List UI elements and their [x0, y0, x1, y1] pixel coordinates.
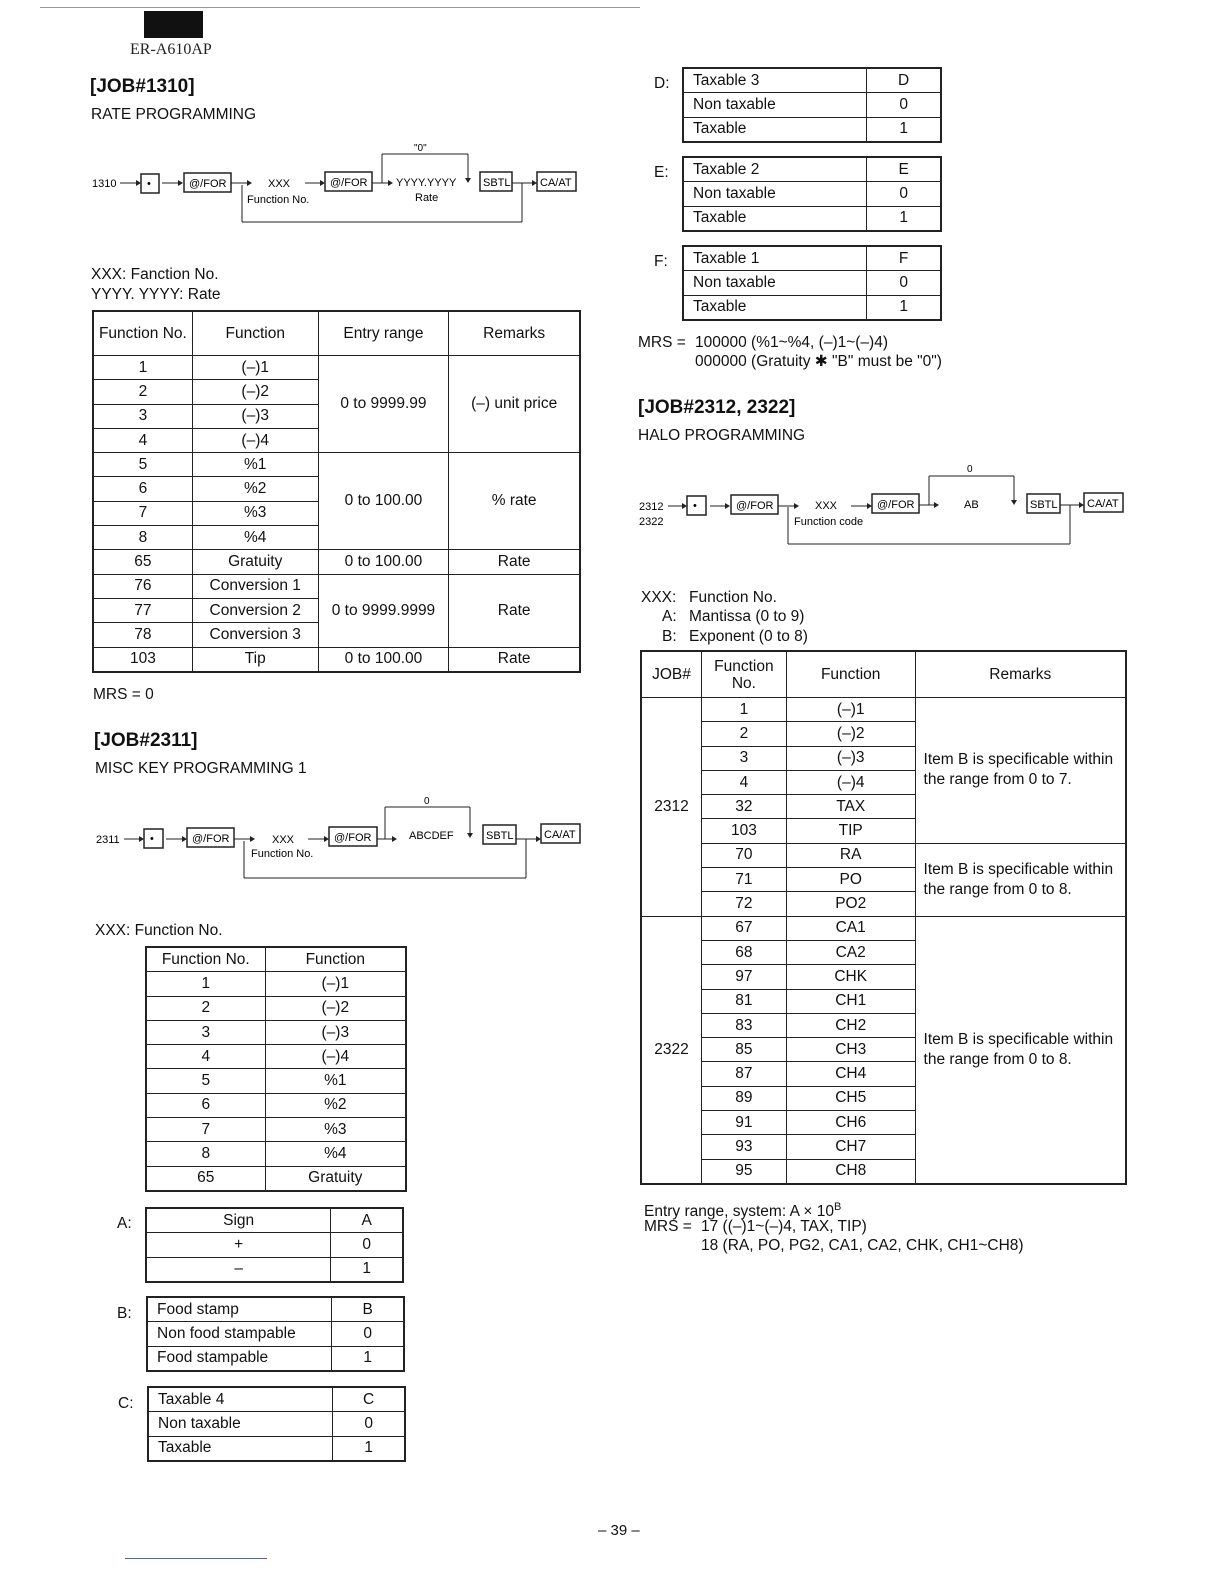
option-name: Taxable — [684, 117, 867, 141]
fn: Conversion 2 — [192, 598, 318, 622]
job2312-legend-k1: A: — [662, 608, 677, 625]
job2312-mrs-line2: 18 (RA, PO, PG2, CA1, CA2, CHK, CH1~CH8) — [701, 1237, 1024, 1254]
fn-no: 3 — [94, 404, 193, 428]
option-name: Non taxable — [684, 182, 867, 206]
fn: %1 — [192, 453, 318, 477]
fn-no: 65 — [147, 1166, 266, 1190]
fn: (–)1 — [786, 698, 915, 722]
fn: TAX — [786, 795, 915, 819]
flow-key1: @/FOR — [192, 833, 230, 845]
fn: (–)3 — [786, 746, 915, 770]
job2312-legend-k2: B: — [662, 628, 677, 645]
fn-no: 72 — [701, 892, 786, 916]
job-number: 2312 — [642, 698, 702, 917]
job1310-legend-rate: YYYY. YYYY: Rate — [91, 286, 221, 303]
option-name: Taxable 1 — [684, 247, 867, 271]
fn: (–)1 — [192, 356, 318, 380]
fn: %1 — [265, 1069, 405, 1093]
fn: (–)4 — [786, 770, 915, 794]
job2311-subtitle: MISC KEY PROGRAMMING 1 — [95, 760, 307, 777]
option-name: Taxable 2 — [684, 158, 867, 182]
fn-no: 2 — [147, 996, 266, 1020]
flow-code2: 2322 — [639, 516, 664, 528]
flow-xxx: XXX — [815, 500, 838, 512]
option-f-table — [683, 246, 941, 320]
option-value: B — [332, 1298, 404, 1322]
option-name: Sign — [147, 1209, 331, 1233]
fn-no: 8 — [147, 1142, 266, 1166]
remark: % rate — [449, 453, 580, 550]
flow-caat: CA/AT — [544, 829, 576, 841]
fn: TIP — [786, 819, 915, 843]
entry-range: 0 to 100.00 — [318, 550, 449, 574]
option-value: F — [867, 247, 941, 271]
option-name: Taxable 3 — [684, 69, 867, 93]
flow-value: AB — [964, 499, 979, 511]
option-value: 0 — [331, 1233, 403, 1257]
option-value: 1 — [331, 1257, 403, 1281]
fn-no: 32 — [701, 795, 786, 819]
flow-fn-label: Function code — [794, 516, 864, 528]
fn: %2 — [265, 1093, 405, 1117]
option-d-table — [683, 68, 941, 142]
flow-fn-label: Function No. — [247, 194, 310, 206]
job2311-legend: XXX: Function No. — [95, 922, 223, 939]
flow-value: ABCDEF — [409, 830, 454, 842]
option-value: 0 — [332, 1322, 404, 1346]
fn-no: 3 — [701, 746, 786, 770]
job2312-table — [641, 651, 1126, 1184]
header-function-no: Function No. — [94, 312, 193, 356]
entry-range: 0 to 100.00 — [318, 453, 449, 550]
fn-no: 103 — [701, 819, 786, 843]
option-value: C — [333, 1388, 405, 1412]
option-name: Taxable — [684, 295, 867, 319]
job2312-flow-diagram — [638, 460, 1138, 550]
fn: (–)4 — [192, 428, 318, 452]
fn: CHK — [786, 965, 915, 989]
fn: CH6 — [786, 1111, 915, 1135]
fn-no: 91 — [701, 1111, 786, 1135]
fn-no: 77 — [94, 598, 193, 622]
job2311-flow-diagram — [94, 793, 594, 883]
entry-range: 0 to 9999.9999 — [318, 574, 449, 647]
remark: Item B is specificable within the range from 0 to 8. — [915, 916, 1125, 1183]
fn-no: 89 — [701, 1086, 786, 1110]
job-number: 2322 — [642, 916, 702, 1183]
option-name: Taxable — [684, 206, 867, 230]
fn: Conversion 1 — [192, 574, 318, 598]
header-entry-range: Entry range — [318, 312, 449, 356]
option-value: D — [867, 69, 941, 93]
fn: (–)4 — [265, 1045, 405, 1069]
fn: (–)2 — [265, 996, 405, 1020]
remark: Item B is specificable within the range from 0 to 7. — [915, 698, 1125, 844]
fn: (–)2 — [786, 722, 915, 746]
fn: CH1 — [786, 989, 915, 1013]
option-value: 1 — [867, 206, 941, 230]
option-value: 0 — [333, 1412, 405, 1436]
job2311-mrs-line1: 100000 (%1~%4, (–)1~(–)4) — [695, 334, 889, 351]
fn-no: 97 — [701, 965, 786, 989]
job1310-title: [JOB#1310] — [90, 76, 195, 97]
header-job: JOB# — [642, 652, 702, 698]
fn-no: 95 — [701, 1159, 786, 1183]
fn: %3 — [265, 1118, 405, 1142]
page-number: – 39 – — [598, 1522, 640, 1539]
fn: %4 — [265, 1142, 405, 1166]
entry-range-exponent: B — [833, 1201, 842, 1213]
option-name: Non taxable — [684, 271, 867, 295]
fn-no: 87 — [701, 1062, 786, 1086]
fn-no: 76 — [94, 574, 193, 598]
job2312-legend-v2: Exponent (0 to 8) — [689, 628, 808, 645]
option-value: 1 — [333, 1436, 405, 1460]
flow-caat: CA/AT — [1087, 498, 1119, 510]
option-name: Taxable 4 — [149, 1388, 333, 1412]
flow-rate-label: Rate — [415, 192, 439, 204]
fn: CA1 — [786, 916, 915, 940]
fn-no: 65 — [94, 550, 193, 574]
fn: PO — [786, 868, 915, 892]
fn: Tip — [192, 647, 318, 671]
flow-key2: @/FOR — [334, 832, 372, 844]
fn-no: 7 — [94, 501, 193, 525]
fn-no: 70 — [701, 843, 786, 867]
option-value: E — [867, 158, 941, 182]
fn: CH7 — [786, 1135, 915, 1159]
bottom-rule — [125, 1558, 267, 1559]
option-e-label: E: — [654, 164, 669, 181]
fn-no: 7 — [147, 1118, 266, 1142]
header-function: Function — [786, 652, 915, 698]
entry-range-text: Entry range, system: A × 10 — [644, 1203, 834, 1221]
fn: (–)1 — [265, 972, 405, 996]
header-function-no: Function No. — [147, 948, 266, 972]
option-a-label: A: — [117, 1215, 132, 1232]
option-b-table — [147, 1297, 404, 1371]
option-value: 1 — [867, 295, 941, 319]
flow-dot: • — [147, 178, 151, 190]
fn: Gratuity — [192, 550, 318, 574]
header-remarks: Remarks — [449, 312, 580, 356]
flow-code: 2311 — [96, 834, 120, 846]
flow-key1: @/FOR — [189, 178, 227, 190]
fn: %4 — [192, 526, 318, 550]
fn-no: 103 — [94, 647, 193, 671]
flow-dot: • — [693, 500, 697, 512]
fn-no: 78 — [94, 623, 193, 647]
job2312-legend-k0: XXX: — [641, 589, 677, 606]
flow-sbtl: SBTL — [483, 177, 511, 189]
fn: Gratuity — [265, 1166, 405, 1190]
option-e-table — [683, 157, 941, 231]
flow-zero: "0" — [414, 143, 427, 154]
fn-no: 85 — [701, 1038, 786, 1062]
job2312-mrs-label: MRS = — [644, 1218, 692, 1235]
fn: (–)3 — [192, 404, 318, 428]
flow-dot: • — [150, 833, 154, 845]
header-function: Function — [192, 312, 318, 356]
header-function-no: Function No. — [701, 652, 786, 698]
option-name: Non taxable — [684, 93, 867, 117]
header-block — [144, 11, 203, 38]
job2312-subtitle: HALO PROGRAMMING — [638, 427, 806, 444]
fn-no: 1 — [94, 356, 193, 380]
job2311-mrs-label: MRS = — [638, 334, 686, 351]
fn-no: 1 — [701, 698, 786, 722]
flow-caat: CA/AT — [540, 177, 572, 189]
fn: %3 — [192, 501, 318, 525]
fn-no: 2 — [701, 722, 786, 746]
job2312-legend-v1: Mantissa (0 to 9) — [689, 608, 805, 625]
flow-xxx: XXX — [268, 178, 291, 190]
job2311-title: [JOB#2311] — [94, 730, 198, 751]
flow-rate-value: YYYY.YYYY — [396, 177, 457, 189]
entry-range: 0 to 100.00 — [318, 647, 449, 671]
fn: (–)2 — [192, 380, 318, 404]
option-value: 1 — [332, 1346, 404, 1370]
job2312-title: [JOB#2312, 2322] — [638, 397, 796, 418]
flow-code1: 2312 — [639, 501, 664, 513]
job2311-table — [146, 947, 406, 1191]
fn: (–)3 — [265, 1020, 405, 1044]
fn-no: 5 — [94, 453, 193, 477]
option-c-table — [148, 1387, 405, 1461]
flow-key2: @/FOR — [330, 177, 368, 189]
fn: PO2 — [786, 892, 915, 916]
remark: Item B is specificable within the range from 0 to 8. — [915, 843, 1125, 916]
top-rule — [40, 7, 640, 8]
option-name: + — [147, 1233, 331, 1257]
fn-no: 4 — [701, 770, 786, 794]
option-value: 1 — [867, 117, 941, 141]
option-name: Non food stampable — [148, 1322, 332, 1346]
remark: Rate — [449, 647, 580, 671]
job1310-mrs: MRS = 0 — [93, 686, 154, 703]
fn-no: 68 — [701, 940, 786, 964]
option-value: 0 — [867, 93, 941, 117]
fn: CH8 — [786, 1159, 915, 1183]
option-f-label: F: — [654, 253, 668, 270]
entry-range: 0 to 9999.99 — [318, 356, 449, 453]
remark: Rate — [449, 550, 580, 574]
option-name: Food stampable — [148, 1346, 332, 1370]
job1310-table — [93, 311, 580, 672]
option-name: Food stamp — [148, 1298, 332, 1322]
fn-no: 1 — [147, 972, 266, 996]
flow-sbtl: SBTL — [1030, 499, 1058, 511]
model-label: ER-A610AP — [130, 41, 212, 58]
fn-no: 71 — [701, 868, 786, 892]
fn-no: 3 — [147, 1020, 266, 1044]
job1310-subtitle: RATE PROGRAMMING — [91, 106, 257, 123]
option-name: Non taxable — [149, 1412, 333, 1436]
option-b-label: B: — [117, 1305, 132, 1322]
fn-no: 67 — [701, 916, 786, 940]
fn-no: 5 — [147, 1069, 266, 1093]
header-remarks: Remarks — [915, 652, 1125, 698]
flow-code: 1310 — [92, 178, 117, 190]
job1310-flow-diagram — [90, 140, 590, 230]
option-value: 0 — [867, 182, 941, 206]
option-c-label: C: — [118, 1395, 134, 1412]
remark: Rate — [449, 574, 580, 647]
flow-key1: @/FOR — [736, 500, 774, 512]
fn-no: 6 — [94, 477, 193, 501]
fn: CH2 — [786, 1013, 915, 1037]
flow-sbtl: SBTL — [486, 830, 514, 842]
job2312-mrs-line1: 17 ((–)1~(–)4, TAX, TIP) — [701, 1218, 867, 1235]
fn-no: 2 — [94, 380, 193, 404]
fn: CA2 — [786, 940, 915, 964]
flow-xxx: XXX — [272, 834, 295, 846]
job1310-legend-xxx: XXX: Fanction No. — [91, 266, 219, 283]
fn-no: 93 — [701, 1135, 786, 1159]
flow-zero: 0 — [967, 464, 973, 475]
flow-key2: @/FOR — [877, 499, 915, 511]
fn: Conversion 3 — [192, 623, 318, 647]
header-function: Function — [265, 948, 405, 972]
option-a-table — [146, 1208, 403, 1282]
fn: CH4 — [786, 1062, 915, 1086]
option-d-label: D: — [654, 75, 670, 92]
option-name: Taxable — [149, 1436, 333, 1460]
fn: CH5 — [786, 1086, 915, 1110]
fn: CH3 — [786, 1038, 915, 1062]
fn-no: 81 — [701, 989, 786, 1013]
fn-no: 83 — [701, 1013, 786, 1037]
option-value: A — [331, 1209, 403, 1233]
fn-no: 4 — [147, 1045, 266, 1069]
remark: (–) unit price — [449, 356, 580, 453]
fn: RA — [786, 843, 915, 867]
fn-no: 4 — [94, 428, 193, 452]
fn: %2 — [192, 477, 318, 501]
flow-fn-label: Function No. — [251, 848, 314, 860]
option-name: – — [147, 1257, 331, 1281]
fn-no: 8 — [94, 526, 193, 550]
job2311-mrs-line2: 000000 (Gratuity ✱ "B" must be "0") — [695, 353, 942, 370]
job2312-legend-v0: Function No. — [689, 589, 777, 606]
option-value: 0 — [867, 271, 941, 295]
flow-zero: 0 — [424, 796, 430, 807]
fn-no: 6 — [147, 1093, 266, 1117]
